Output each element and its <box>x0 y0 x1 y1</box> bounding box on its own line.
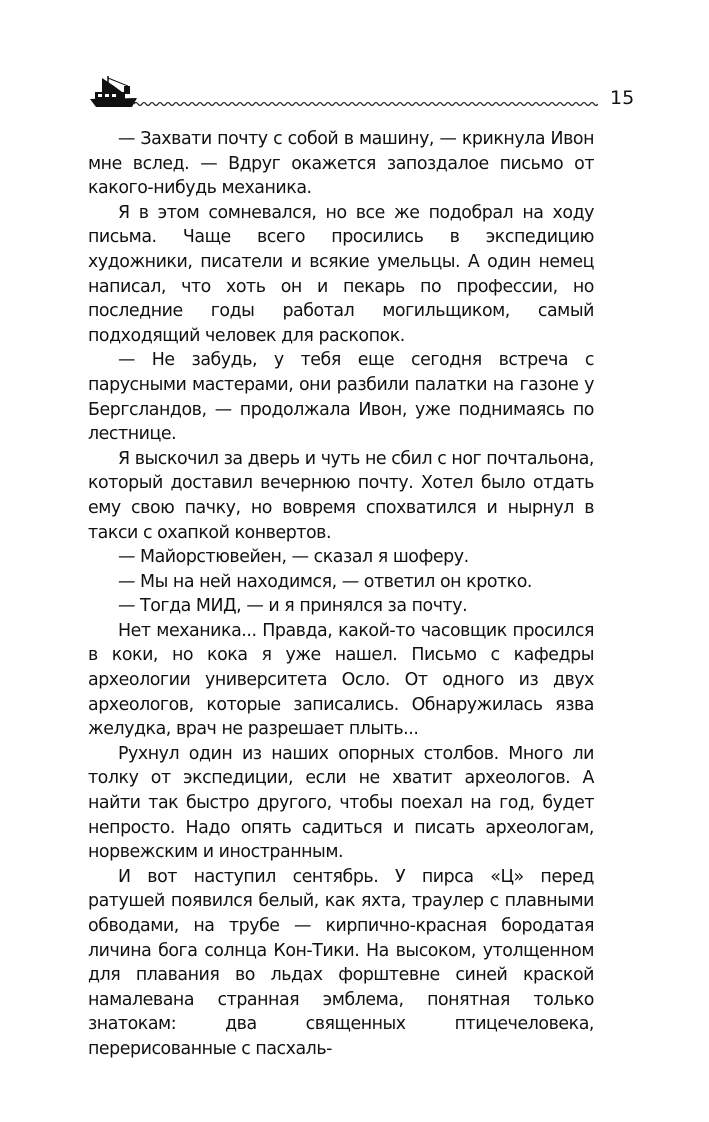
paragraph: — Мы на ней находимся, — ответил он кротко. <box>118 571 533 592</box>
page-header <box>88 72 635 112</box>
paragraph: Нет механика... Правда, какой-то часовщик просился в коки, но кока я уже нашел. Письмо с кафедры археологии университета Осло. От одного из двух археологов, которые записались. Обнаружилась язва желудка, врач не разрешает плыть... <box>88 620 594 740</box>
paragraph: И вот наступил сентябрь. У пирса «Ц» перед ратушей появился белый, как яхта, траулер с плавными обводами, на трубе — кирпично-красная бородатая личина бога солнца Кон-Тики. На высоком, утолщенном для плавания во льдах форштевне синей краской намалевана странная эмблема, понятная только знатокам: два священных птицечеловека, перерисованные с пасхаль- <box>88 866 594 1059</box>
paragraph: — Захвати почту с собой в машину, — крикнула Ивон мне вслед. — Вдруг окажется запоздалое письмо от какого-нибудь механика. <box>88 129 594 199</box>
header-rule <box>134 101 598 107</box>
paragraph: — Майорстювейен, — сказал я шоферу. <box>118 547 469 568</box>
paragraph: Я в этом сомневался, но все же подобрал на ходу письма. Чаще всего просились в экспедицию художники, писатели и всякие умельцы. А один немец написал, что хоть он и пекарь по профессии, но последние годы работал могильщиком, самый подходящий человек для раскопок. <box>88 202 594 346</box>
ship-icon <box>88 74 138 110</box>
paragraph: — Тогда МИД, — и я принялся за почту. <box>118 596 468 617</box>
body-text <box>88 127 594 1062</box>
paragraph: Я выскочил за дверь и чуть не сбил с ног почтальона, который доставил вечернюю почту. Хотел было отдать ему свою пачку, но вовремя спохватился и нырнул в такси с охапкой конвертов. <box>88 448 594 543</box>
paragraph: Рухнул один из наших опорных столбов. Много ли толку от экспедиции, если не хватит археологов. А найти так быстро другого, чтобы поехал на год, будет непросто. Надо опять садиться и писать археологам, норвежским и иностранным. <box>88 743 594 863</box>
page-number: 15 <box>610 87 635 109</box>
paragraph: — Не забудь, у тебя еще сегодня встреча с парусными мастерами, они разбили палатки на газоне у Бергсландов, — продолжала Ивон, уже поднимаясь по лестнице. <box>88 350 594 445</box>
